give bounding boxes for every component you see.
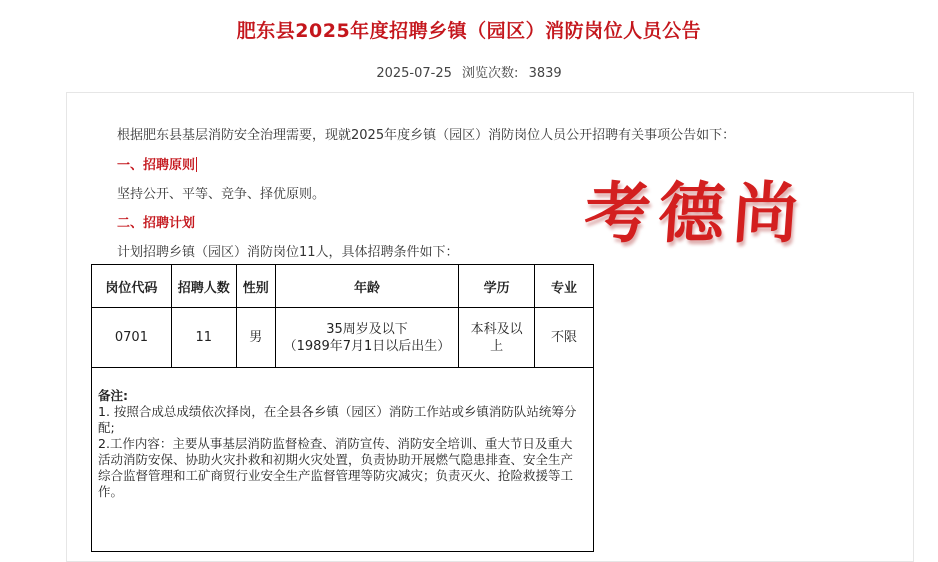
note-line-4: 活动消防安保、协助火灾扑救和初期火灾处置，负责协助开展燃气隐患排查、安全生产 [98, 452, 574, 467]
header-headcount: 招聘人数 [171, 265, 236, 308]
page-title: 肥东县2025年度招聘乡镇（园区）消防岗位人员公告 [236, 20, 702, 42]
cell-headcount: 11 [171, 308, 236, 368]
cell-gender: 男 [236, 308, 275, 368]
header-gender: 性别 [236, 265, 275, 308]
recruitment-table [91, 264, 594, 552]
note-line-5: 综合监督管理和工矿商贸行业安全生产监督管理等防灾减灾；负责灭火、抢险救援等工 [98, 468, 574, 483]
cell-position-code: 0701 [92, 308, 172, 368]
note-line-3: 2.工作内容：主要从事基层消防监督检查、消防宣传、消防安全培训、重大节日及重大 [98, 436, 573, 451]
note-line-6: 作。 [98, 484, 124, 499]
section-heading-plan: 二、招聘计划 [117, 216, 196, 231]
plan-paragraph: 计划招聘乡镇（园区）消防岗位11人，具体招聘条件如下： [117, 245, 459, 260]
section-heading-principles [117, 154, 197, 173]
views-count: 3839 [528, 66, 562, 81]
cell-education [459, 308, 535, 368]
cell-age [275, 308, 459, 368]
article-meta [0, 62, 938, 81]
table-row [92, 308, 594, 368]
text-cursor [196, 157, 197, 172]
table-header-row [92, 265, 594, 308]
publish-date: 2025-07-25 [376, 66, 452, 81]
header-position-code: 岗位代码 [92, 265, 172, 308]
cell-major: 不限 [535, 308, 594, 368]
note-line-1: 1. 按照合成总成绩依次择岗，在全县各乡镇（园区）消防工作站或乡镇消防队站统筹分 [98, 404, 577, 419]
notes-cell [92, 368, 594, 552]
header-age: 年龄 [275, 265, 459, 308]
age-line-1: 35周岁及以下 [326, 321, 408, 337]
watermark: 考德尚 [581, 174, 810, 252]
note-line-2: 配; [98, 420, 115, 435]
views-label: 浏览次数: [462, 66, 519, 81]
principles-paragraph: 坚持公开、平等、竞争、择优原则。 [117, 187, 326, 202]
header-major: 专业 [535, 265, 594, 308]
age-line-2: （1989年7月1日以后出生） [283, 338, 451, 354]
intro-paragraph: 根据肥东县基层消防安全治理需要，现就2025年度乡镇（园区）消防岗位人员公开招聘有关事项公告如下： [117, 128, 736, 143]
section-heading-principles-text: 一、招聘原则 [117, 158, 196, 173]
education-line-2: 上 [490, 338, 504, 354]
education-line-1: 本科及以 [470, 321, 523, 337]
notes-row [92, 368, 594, 552]
header-education: 学历 [459, 265, 535, 308]
notes-title: 备注: [98, 388, 128, 403]
